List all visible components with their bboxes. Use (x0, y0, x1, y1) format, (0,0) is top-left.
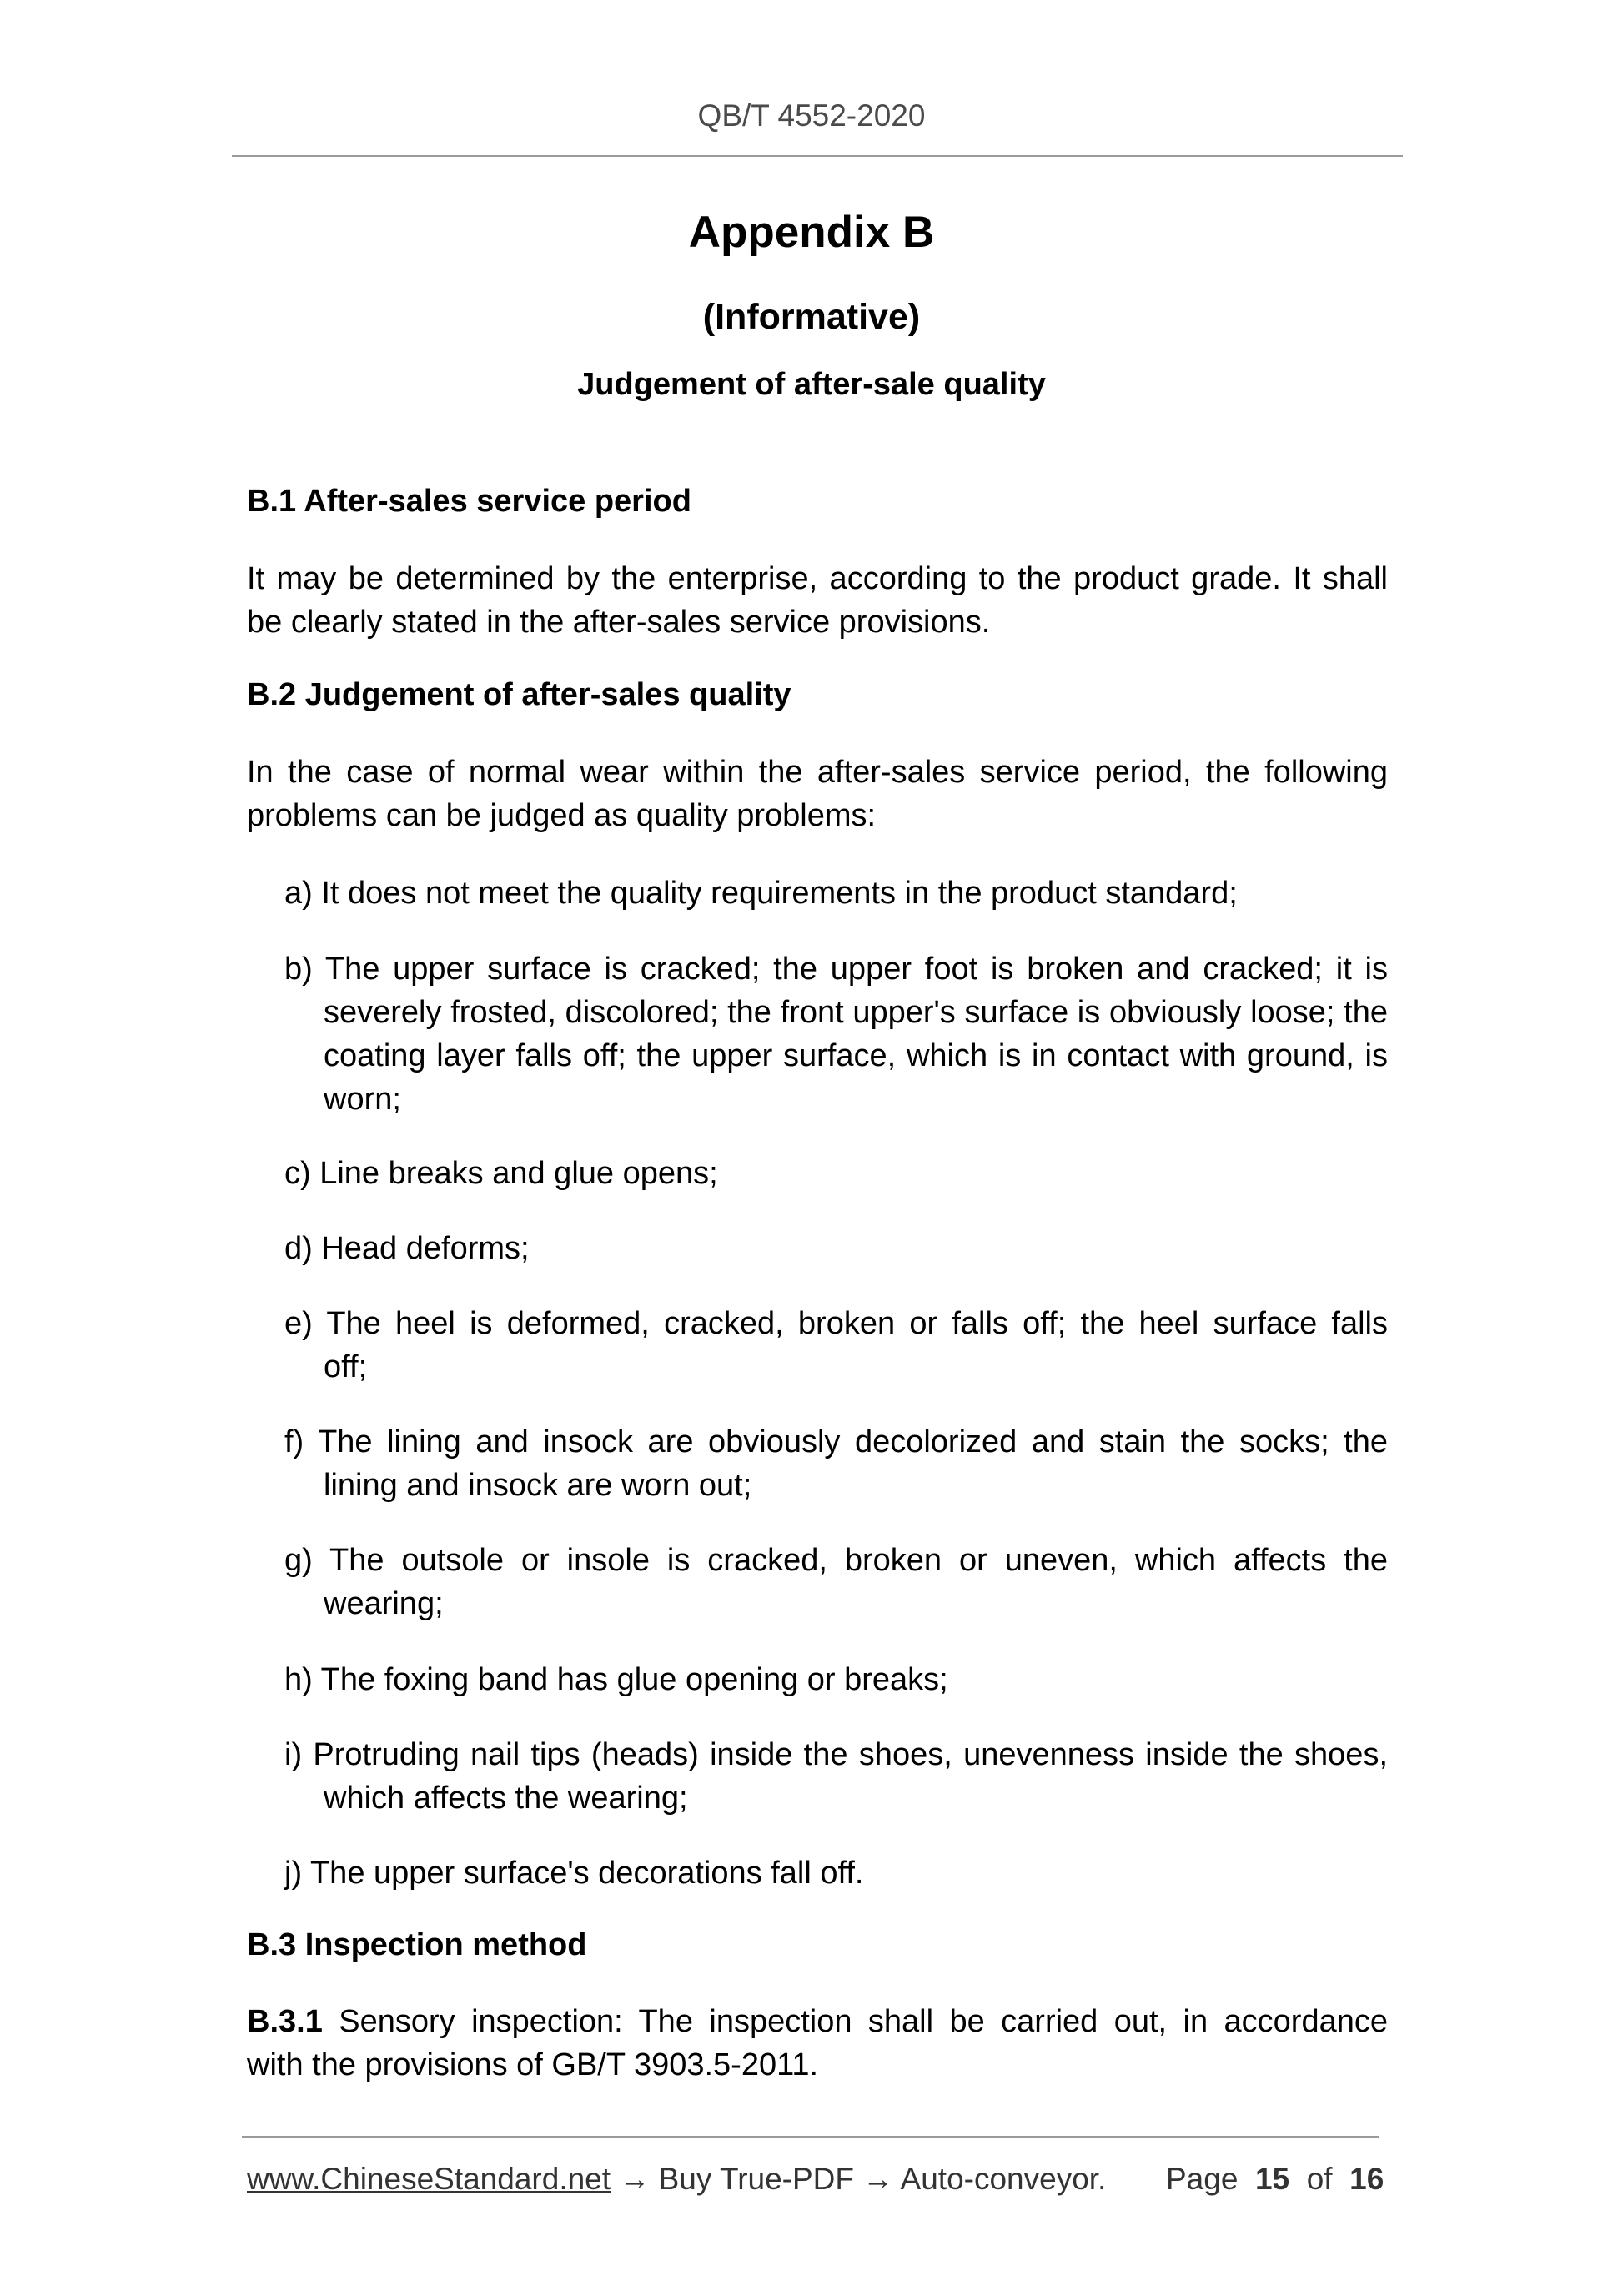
site-link[interactable]: www.ChineseStandard.net (247, 2162, 611, 2196)
list-item-text: g) The outsole or insole is cracked, broken or uneven, which affects the (284, 1543, 1388, 1578)
list-item-continuation: off; (324, 1349, 368, 1384)
list-item-a (284, 872, 1388, 915)
list-item-continuation: which affects the wearing; (324, 1781, 688, 1816)
buy-true-pdf-text: Buy True-PDF (658, 2162, 855, 2196)
footer-divider (242, 2136, 1379, 2138)
list-item-text: e) The heel is deformed, cracked, broken or falls off; the heel surface falls (284, 1306, 1388, 1341)
section-b2-line: problems can be judged as quality problems: (247, 798, 877, 833)
header-divider (232, 155, 1403, 157)
arrow-icon: → (611, 2162, 659, 2196)
list-item-text: i) Protruding nail tips (heads) inside the shoes, unevenness inside the shoes, (284, 1737, 1388, 1772)
section-b2-line: In the case of normal wear within the after-sales service period, the following (247, 755, 1388, 790)
list-item-text: a) It does not meet the quality requirements in the product standard; (284, 876, 1238, 911)
section-b31-line: with the provisions of GB/T 3903.5-2011. (247, 2047, 819, 2082)
section-heading-b2: B.2 Judgement of after-sales quality (247, 677, 791, 712)
arrow-icon: → (854, 2162, 901, 2196)
list-item-d (284, 1227, 1388, 1270)
page-label: Page (1166, 2162, 1239, 2196)
list-item-j (284, 1851, 1388, 1895)
appendix-title: Appendix B (688, 208, 935, 257)
section-b1-line: be clearly stated in the after-sales service provisions. (247, 605, 991, 640)
list-item-text: c) Line breaks and glue opens; (284, 1156, 718, 1191)
list-item-text: h) The foxing band has glue opening or breaks; (284, 1662, 948, 1697)
section-b31-text (247, 2000, 1388, 2087)
list-item-text: f) The lining and insock are obviously decolorized and stain the socks; the (284, 1424, 1388, 1459)
section-b1-line: It may be determined by the enterprise, according to the product grade. It shall (247, 561, 1388, 596)
page-current: 15 (1254, 2162, 1290, 2196)
list-item-g (284, 1539, 1388, 1625)
list-item-e (284, 1302, 1388, 1389)
list-item-continuation: wearing; (324, 1586, 444, 1621)
page-number (1166, 2162, 1384, 2197)
section-b31-line (247, 2000, 1388, 2043)
auto-conveyor-text: Auto-conveyor. (900, 2162, 1107, 2196)
list-item-continuation: lining and insock are worn out; (324, 1468, 752, 1503)
clause-text: Sensory inspection: The inspection shall be carried out, in accordance (322, 2004, 1388, 2039)
list-item-h (284, 1658, 1388, 1701)
list-item-c (284, 1152, 1388, 1195)
section-b2-text (247, 751, 1388, 837)
document-header: QB/T 4552-2020 (697, 98, 926, 133)
list-item-continuation: severely frosted, discolored; the front upper's surface is obviously loose; the coating layer falls off; the upper surface, which is in contact with ground, is worn; (324, 995, 1388, 1117)
section-heading-b1: B.1 After-sales service period (247, 484, 691, 519)
footer-links (247, 2162, 1106, 2197)
appendix-type: (Informative) (702, 297, 921, 337)
list-item-text: d) Head deforms; (284, 1231, 530, 1266)
list-item-text: b) The upper surface is cracked; the upper foot is broken and cracked; it is (284, 952, 1388, 987)
appendix-subtitle: Judgement of after-sale quality (577, 367, 1046, 402)
list-item-f (284, 1420, 1388, 1507)
list-item-i (284, 1733, 1388, 1820)
list-item-b (284, 947, 1388, 1121)
section-heading-b3: B.3 Inspection method (247, 1927, 587, 1962)
list-item-text: j) The upper surface's decorations fall off. (284, 1856, 864, 1891)
page-total: 16 (1349, 2162, 1384, 2196)
section-b1-text (247, 557, 1388, 644)
page-of-label: of (1306, 2162, 1333, 2196)
clause-label: B.3.1 (247, 2004, 323, 2039)
